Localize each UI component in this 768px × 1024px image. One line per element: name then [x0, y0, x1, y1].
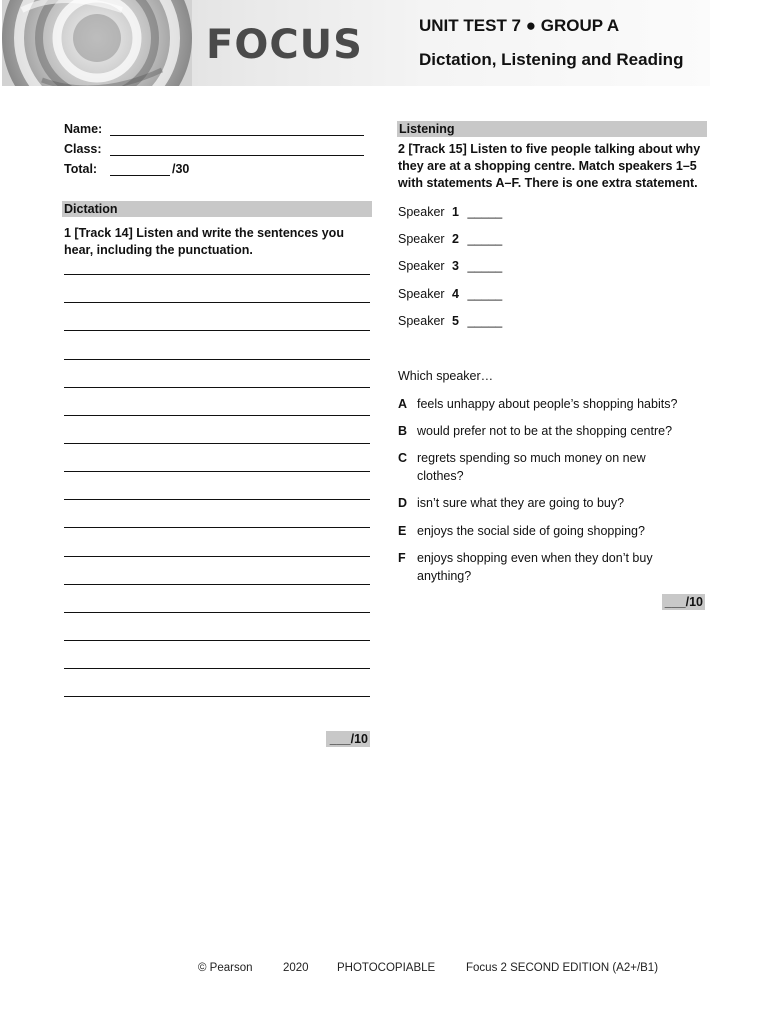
dictation-answer-line[interactable]: [64, 330, 370, 331]
dictation-instruction-line1: 1 [Track 14] Listen and write the sentences you: [64, 226, 344, 240]
dictation-answer-line[interactable]: [64, 274, 370, 275]
statement-text: isn’t sure what they are going to buy?: [417, 496, 625, 510]
class-field-row: [64, 142, 370, 158]
footer-edition: Focus 2 SECOND EDITION (A2+/B1): [466, 962, 659, 974]
statement-letter: A: [398, 397, 408, 411]
speaker-number: 4: [452, 287, 459, 301]
speaker-answer-2[interactable]: [398, 232, 502, 246]
dictation-score-box[interactable]: ___/10: [326, 731, 370, 747]
statement-text: enjoys the social side of going shopping?: [417, 524, 645, 538]
name-field-row: [64, 122, 370, 138]
speaker-label: Speaker: [398, 314, 445, 328]
speaker-answer-blank[interactable]: _____: [467, 232, 503, 246]
listening-instruction-line2: they are at a shopping centre. Match speakers 1–5: [398, 159, 697, 173]
dictation-answer-line[interactable]: [64, 443, 370, 444]
statement-text: feels unhappy about people’s shopping habits?: [417, 397, 678, 411]
statement-letter: D: [398, 496, 408, 510]
statement-letter: B: [398, 424, 408, 438]
listening-heading: Listening: [397, 121, 707, 137]
statement-c: [398, 449, 698, 485]
listening-instruction-line3: with statements A–F. There is one extra statement.: [398, 176, 698, 190]
dictation-answer-line[interactable]: [64, 696, 370, 697]
dictation-instruction: [64, 225, 374, 259]
statement-letter: F: [398, 551, 406, 565]
unit-test-title: UNIT TEST 7 ● GROUP A: [419, 16, 620, 35]
speaker-label: Speaker: [398, 287, 445, 301]
dictation-heading: Dictation: [62, 201, 372, 217]
footer-year: 2020: [283, 962, 309, 974]
speaker-answer-5[interactable]: [398, 314, 502, 328]
speaker-label: Speaker: [398, 232, 445, 246]
dictation-answer-line[interactable]: [64, 668, 370, 669]
dictation-answer-line[interactable]: [64, 556, 370, 557]
dictation-answer-line[interactable]: [64, 415, 370, 416]
dictation-answer-line[interactable]: [64, 527, 370, 528]
total-label: Total:: [64, 162, 98, 176]
listening-score-box[interactable]: ___/10: [662, 594, 705, 610]
total-max-score: /30: [172, 162, 190, 176]
name-input-line[interactable]: [110, 135, 364, 136]
dictation-answer-line[interactable]: [64, 612, 370, 613]
total-input-line[interactable]: [110, 175, 170, 176]
speaker-answer-blank[interactable]: _____: [467, 259, 503, 273]
statement-b: [398, 422, 698, 440]
class-label: Class:: [64, 142, 102, 156]
dictation-answer-line[interactable]: [64, 387, 370, 388]
statement-text: would prefer not to be at the shopping centre?: [417, 424, 673, 438]
dictation-answer-line[interactable]: [64, 584, 370, 585]
statement-f: [398, 549, 698, 585]
speaker-answer-blank[interactable]: _____: [467, 314, 503, 328]
unit-test-subtitle: Dictation, Listening and Reading: [419, 50, 684, 69]
speaker-answer-4[interactable]: [398, 287, 502, 301]
statement-text: enjoys shopping even when they don’t buy anything?: [417, 551, 653, 583]
statement-text: regrets spending so much money on new clothes?: [417, 451, 646, 483]
footer-photocopiable: PHOTOCOPIABLE: [337, 962, 436, 974]
speaker-number: 2: [452, 232, 459, 246]
statement-letter: E: [398, 524, 407, 538]
statement-d: [398, 494, 698, 512]
speaker-answer-blank[interactable]: _____: [467, 287, 503, 301]
speaker-number: 1: [452, 205, 459, 219]
focus-logo-graphic: [2, 0, 192, 86]
listening-instruction: [398, 141, 708, 192]
name-label: Name:: [64, 122, 103, 136]
listening-instruction-line1: 2 [Track 15] Listen to five people talking about why: [398, 142, 701, 156]
statement-letter: C: [398, 451, 408, 465]
dictation-answer-line[interactable]: [64, 302, 370, 303]
dictation-answer-line[interactable]: [64, 359, 370, 360]
speaker-answer-blank[interactable]: _____: [467, 205, 503, 219]
speaker-answer-1[interactable]: [398, 205, 502, 219]
statement-e: [398, 522, 698, 540]
dictation-answer-line[interactable]: [64, 640, 370, 641]
speaker-label: Speaker: [398, 259, 445, 273]
speaker-answer-3[interactable]: [398, 259, 502, 273]
total-field-row: [64, 162, 370, 178]
question-intro: Which speaker…: [398, 369, 494, 383]
class-input-line[interactable]: [110, 155, 364, 156]
speaker-label: Speaker: [398, 205, 445, 219]
page-header: [0, 0, 768, 86]
brand-logo-text: FOCUS: [206, 22, 363, 68]
footer-copyright: © Pearson: [198, 962, 253, 974]
speaker-number: 3: [452, 259, 459, 273]
dictation-instruction-line2: hear, including the punctuation.: [64, 243, 253, 257]
speaker-number: 5: [452, 314, 459, 328]
dictation-answer-line[interactable]: [64, 471, 370, 472]
statement-a: [398, 395, 698, 413]
dictation-answer-line[interactable]: [64, 499, 370, 500]
